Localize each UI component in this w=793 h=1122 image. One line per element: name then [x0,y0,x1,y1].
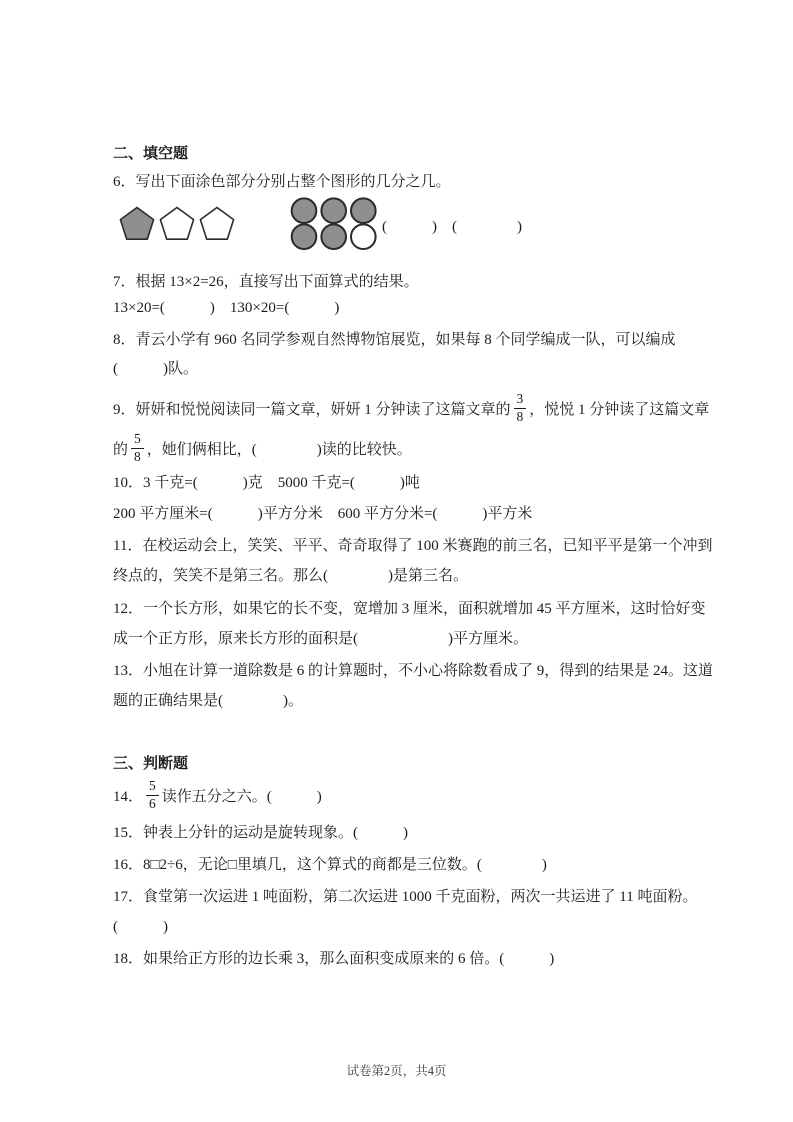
q14-number: 14． [113,788,144,805]
q10-line1: 10．3 千克=( )克 5000 千克=( )吨 [113,475,420,491]
fraction-denominator: 8 [134,448,141,464]
circle-shaded-4 [292,224,317,249]
q15-line: 15．钟表上分针的运动是旋转现象。( ) [113,825,408,841]
q7-answer-blanks: 13×20=( ) 130×20=( ) [113,300,340,316]
section-heading-true-false: 三、判断题 [113,756,189,772]
section-heading-fill-in-blank: 二、填空题 [113,146,189,162]
q13-line2: 题的正确结果是( )。 [113,693,303,709]
q12-line2: 成一个正方形，原来长方形的面积是( )平方厘米。 [113,631,528,647]
fraction-numerator: 5 [131,432,144,449]
q14-text: 读作五分之六。( ) [161,788,322,805]
q11-line1: 11．在校运动会上，笑笑、平平、奇奇取得了 100 米赛跑的前三名，已知平平是第一个冲到 [113,538,713,554]
pentagon-shaded [120,208,153,240]
q8-answer-blank: ( )队。 [113,361,198,377]
circle-group-figure [290,197,378,251]
circle-shaded-5 [321,224,346,249]
q9-text-after-fraction: ，悦悦 1 分钟读了这篇文章 [529,401,710,418]
q14-line [113,775,682,815]
q8-text: 8．青云小学有 960 名同学参观自然博物馆展览，如果每 8 个同学编成一队，可以编成 [113,332,676,348]
circle-shaded-2 [321,198,346,223]
q16-line: 16．8□2÷6，无论□里填几，这个算式的商都是三位数。( ) [113,857,547,873]
pentagon-unshaded-2 [200,208,233,240]
q17-line1: 17．食堂第一次运进 1 吨面粉，第二次运进 1000 千克面粉，两次一共运进了 11 吨面粉。 [113,889,698,905]
q18-line: 18．如果给正方形的边长乘 3，那么面积变成原来的 6 倍。( ) [113,951,555,967]
page-footer: 试卷第2页，共4页 [346,1064,447,1078]
fraction-numerator: 3 [514,392,527,409]
q9-line2 [113,428,682,468]
q6-answer-blanks: ( ) ( ) [382,219,522,235]
q13-line1: 13．小旭在计算一道除数是 6 的计算题时，不小心将除数看成了 9，得到的结果是 24。这道 [113,663,714,679]
q12-line1: 12．一个长方形，如果它的长不变，宽增加 3 厘米，面积就增加 45 平方厘米，这时恰好变 [113,601,706,617]
q9-line2-text-after: ，她们俩相比，( )读的比较快。 [146,441,412,458]
fraction-denominator: 8 [516,408,524,424]
q6-text: 6．写出下面涂色部分分别占整个图形的几分之几。 [113,174,451,190]
q17-answer-blank: ( ) [113,919,168,935]
q9-line2-text-before: 的 [113,441,129,458]
fraction-five-sixths [146,779,159,812]
fraction-numerator: 5 [146,779,159,796]
q10-line2: 200 平方厘米=( )平方分米 600 平方分米=( )平方米 [113,506,533,522]
circle-shaded-1 [292,198,317,223]
circle-shaded-3 [351,198,376,223]
q11-line2: 终点的，笑笑不是第三名。那么( )是第三名。 [113,568,468,584]
fraction-five-eighths [131,432,144,465]
pentagon-unshaded-1 [160,208,193,240]
circle-unshaded [351,224,376,249]
pentagon-group-figure [119,206,237,246]
q6-figures [113,195,682,267]
fraction-denominator: 6 [149,795,156,811]
q9-line1 [113,388,710,428]
q7-text: 7．根据 13×2=26，直接写出下面算式的结果。 [113,274,419,290]
q9-text-before-fraction: 9．妍妍和悦悦阅读同一篇文章，妍妍 1 分钟读了这篇文章的 [113,401,511,418]
fraction-three-eighths [514,392,527,425]
